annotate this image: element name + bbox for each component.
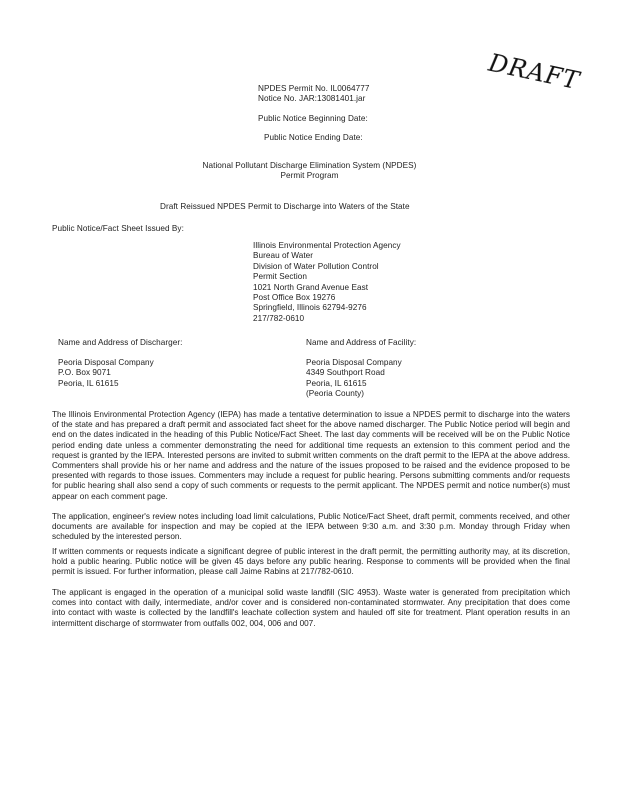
document-title: Draft Reissued NPDES Permit to Discharge into Waters of the State — [160, 202, 410, 211]
paragraph-public-hearing: If written comments or requests indicate a significant degree of public interest in the draft permit, the permitting authority may, at its discretion, hold a public hearing. Public notice will be given 45 days before any public hearing. Response to comments will be provided when the final permit is issued. For further information, please call Jaime Rabins at 217/782-0610. — [52, 547, 570, 577]
agency-line: Post Office Box 19276 — [253, 293, 336, 303]
facility-label: Name and Address of Facility: — [306, 338, 417, 347]
facility-line: (Peoria County) — [306, 389, 365, 399]
discharger-line: Peoria, IL 61615 — [58, 378, 119, 388]
facility-line: Peoria Disposal Company — [306, 358, 402, 367]
paragraph-applicant-operation: The applicant is engaged in the operation of a municipal solid waste landfill (SIC 4953). Waste water is generated from precipitation which comes into contact with daily, intermediate, and/or cover and is considered non-contaminated stormwater. Any precipitation that does come into contact with waste is collected by the landfill's leachate collection system and hauled off site for treatment. Plant operation results in an intermittent discharge of stormwater from outfalls 002, 004, 006 and 007. — [52, 588, 570, 628]
agency-line: Illinois Environmental Protection Agency — [253, 241, 401, 250]
agency-line: Springfield, Illinois 62794-9276 — [253, 303, 367, 313]
agency-address — [253, 241, 401, 324]
discharger-address — [58, 358, 154, 389]
agency-line: 1021 North Grand Avenue East — [253, 282, 369, 292]
agency-line: Bureau of Water — [253, 251, 314, 261]
program-line-1: National Pollutant Discharge Elimination System (NPDES) — [202, 161, 417, 170]
facility-line: 4349 Southport Road — [306, 368, 385, 378]
notice-begin-date: Public Notice Beginning Date: — [258, 114, 368, 123]
paragraph-tentative-determination: The Illinois Environmental Protection Agency (IEPA) has made a tentative determination to issue a NPDES permit to discharge into the waters of the state and has prepared a draft permit and associated fact sheet for the above named discharger. The Public Notice period will begin and end on the dates indicated in the heading of this Public Notice/Fact Sheet. The last day comments will be received will be on the Public Notice period ending date unless a commenter demonstrating the need for additional time requests an extension to this comment period and the request is granted by the IEPA. Interested persons are invited to submit written comments on the draft permit to the IEPA at the above address. Commenters shall provide his or her name and address and the nature of the issues proposed to be raised and the evidence proposed to be presented with regards to those issues. Commenters may include a request for public hearing. Persons submitting comments and/or requests for public hearing shall also send a copy of such comments or requests to the permit applicant. The NPDES permit and notice number(s) must appear on each comment page. — [52, 410, 570, 501]
discharger-line: P.O. Box 9071 — [58, 368, 111, 378]
facility-address — [306, 358, 402, 400]
draft-stamp: DRAFT — [486, 48, 583, 96]
agency-line: Permit Section — [253, 272, 307, 282]
agency-line: 217/782-0610 — [253, 313, 305, 323]
facility-line: Peoria, IL 61615 — [306, 378, 367, 388]
discharger-label: Name and Address of Discharger: — [58, 338, 183, 347]
permit-number: NPDES Permit No. IL0064777 — [258, 84, 370, 93]
notice-number: Notice No. JAR:13081401.jar — [258, 94, 366, 103]
agency-line: Division of Water Pollution Control — [253, 261, 379, 271]
notice-end-date: Public Notice Ending Date: — [264, 133, 363, 142]
paragraph-inspection: The application, engineer's review notes including load limit calculations, Public Notice/Fact Sheet, draft permit, comments received, and other documents are available for inspection and may be copied at the IEPA between 9:30 a.m. and 3:30 p.m. Monday through Friday when scheduled by the interested person. — [52, 512, 570, 542]
discharger-line: Peoria Disposal Company — [58, 358, 154, 367]
issued-by-label: Public Notice/Fact Sheet Issued By: — [52, 224, 184, 233]
program-line-2: Permit Program — [280, 171, 339, 180]
